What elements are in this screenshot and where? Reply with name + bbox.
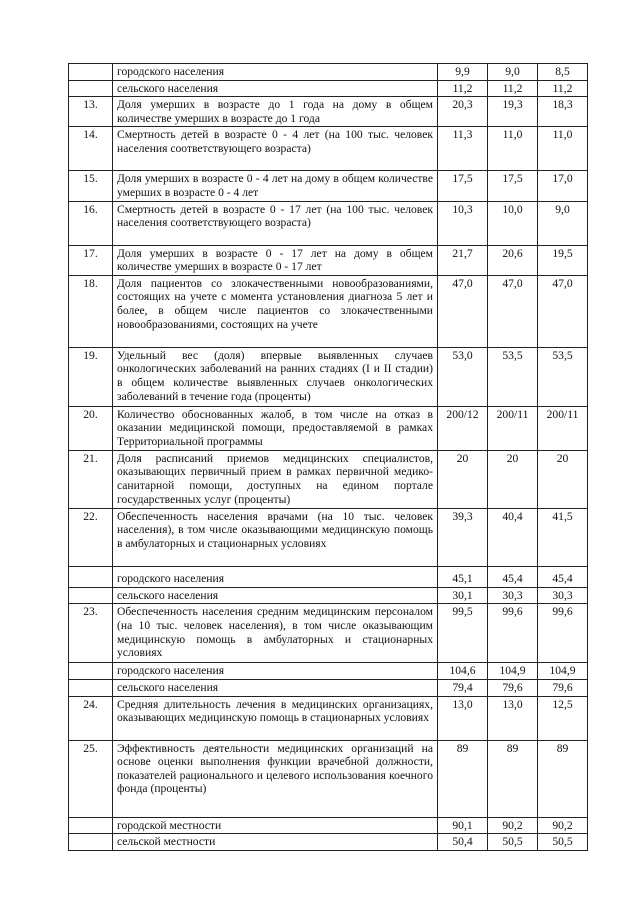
row-description: городской местности xyxy=(113,817,438,834)
row-value-3: 18,3 xyxy=(538,97,588,127)
row-value-3: 20 xyxy=(538,450,588,508)
row-value-2: 13,0 xyxy=(488,696,538,740)
row-value-3: 200/11 xyxy=(538,406,588,450)
row-value-1: 10,3 xyxy=(438,201,488,245)
row-value-2: 9,0 xyxy=(488,64,538,81)
row-value-2: 11,0 xyxy=(488,127,538,171)
row-value-1: 104,6 xyxy=(438,663,488,680)
row-value-2: 19,3 xyxy=(488,97,538,127)
row-value-2: 20 xyxy=(488,450,538,508)
row-value-3: 47,0 xyxy=(538,275,588,347)
table-row xyxy=(69,450,588,508)
row-description: сельского населения xyxy=(113,587,438,604)
row-number: 23. xyxy=(69,604,113,663)
row-value-1: 200/12 xyxy=(438,406,488,450)
row-value-1: 30,1 xyxy=(438,587,488,604)
row-value-1: 47,0 xyxy=(438,275,488,347)
row-description: Доля умерших в возрасте до 1 года на дому в общем количестве умерших в возрасте до 1 года xyxy=(113,97,438,127)
row-value-1: 11,2 xyxy=(438,80,488,97)
row-number: 22. xyxy=(69,508,113,566)
table-row xyxy=(69,679,588,696)
table-row xyxy=(69,834,588,851)
row-number xyxy=(69,663,113,680)
row-value-1: 99,5 xyxy=(438,604,488,663)
row-number xyxy=(69,817,113,834)
row-description: городского населения xyxy=(113,64,438,81)
table-row xyxy=(69,740,588,817)
row-number xyxy=(69,587,113,604)
row-number xyxy=(69,80,113,97)
row-value-1: 20,3 xyxy=(438,97,488,127)
row-description: Доля умерших в возрасте 0 - 17 лет на дому в общем количестве умерших в возрасте 0 - 17 лет xyxy=(113,245,438,275)
row-value-2: 200/11 xyxy=(488,406,538,450)
row-value-2: 20,6 xyxy=(488,245,538,275)
row-value-2: 50,5 xyxy=(488,834,538,851)
row-value-2: 104,9 xyxy=(488,663,538,680)
table-row xyxy=(69,201,588,245)
row-description: Эффективность деятельности медицинских организаций на основе оценки выполнения функции врачебной должности, показателей рационального и целевого использования коечного фонда (проценты) xyxy=(113,740,438,817)
row-value-3: 41,5 xyxy=(538,508,588,566)
indicators-table-body xyxy=(69,64,588,851)
row-number: 19. xyxy=(69,347,113,406)
row-description: сельского населения xyxy=(113,679,438,696)
row-value-1: 11,3 xyxy=(438,127,488,171)
row-value-3: 30,3 xyxy=(538,587,588,604)
table-row xyxy=(69,80,588,97)
row-number: 25. xyxy=(69,740,113,817)
row-value-2: 45,4 xyxy=(488,566,538,587)
row-description: Доля пациентов со злокачественными новообразованиями, состоящих на учете с момента установления диагноза 5 лет и более, в общем числе пациентов со злокачественными новообразованиями, состоящих на учете xyxy=(113,275,438,347)
row-number: 17. xyxy=(69,245,113,275)
row-value-1: 20 xyxy=(438,450,488,508)
row-number: 14. xyxy=(69,127,113,171)
row-number xyxy=(69,679,113,696)
row-description: Доля расписаний приемов медицинских специалистов, оказывающих первичный прием в рамках первичной медико-санитарной помощи, доступных на едином портале государственных услуг (проценты) xyxy=(113,450,438,508)
row-value-3: 11,0 xyxy=(538,127,588,171)
row-value-2: 53,5 xyxy=(488,347,538,406)
row-value-3: 99,6 xyxy=(538,604,588,663)
table-row xyxy=(69,663,588,680)
table-row xyxy=(69,604,588,663)
row-value-3: 53,5 xyxy=(538,347,588,406)
row-description: сельской местности xyxy=(113,834,438,851)
table-row xyxy=(69,696,588,740)
row-number: 24. xyxy=(69,696,113,740)
table-row xyxy=(69,275,588,347)
row-value-3: 8,5 xyxy=(538,64,588,81)
row-value-2: 40,4 xyxy=(488,508,538,566)
row-value-1: 17,5 xyxy=(438,171,488,201)
row-value-1: 45,1 xyxy=(438,566,488,587)
row-value-2: 99,6 xyxy=(488,604,538,663)
table-row xyxy=(69,566,588,587)
row-value-3: 17,0 xyxy=(538,171,588,201)
row-value-1: 9,9 xyxy=(438,64,488,81)
row-value-3: 50,5 xyxy=(538,834,588,851)
row-value-3: 89 xyxy=(538,740,588,817)
row-value-2: 79,6 xyxy=(488,679,538,696)
row-value-2: 89 xyxy=(488,740,538,817)
row-value-3: 79,6 xyxy=(538,679,588,696)
row-value-2: 90,2 xyxy=(488,817,538,834)
row-description: Смертность детей в возрасте 0 - 17 лет (на 100 тыс. человек населения соответствующего возраста) xyxy=(113,201,438,245)
table-row xyxy=(69,817,588,834)
row-number xyxy=(69,834,113,851)
row-value-3: 12,5 xyxy=(538,696,588,740)
row-description: Обеспеченность населения врачами (на 10 тыс. человек населения), в том числе оказывающими медицинскую помощь в амбулаторных и стационарных условиях xyxy=(113,508,438,566)
row-number: 15. xyxy=(69,171,113,201)
table-row xyxy=(69,508,588,566)
row-value-1: 53,0 xyxy=(438,347,488,406)
row-value-1: 21,7 xyxy=(438,245,488,275)
row-value-3: 9,0 xyxy=(538,201,588,245)
row-description: Смертность детей в возрасте 0 - 4 лет (на 100 тыс. человек населения соответствующего возраста) xyxy=(113,127,438,171)
row-value-1: 79,4 xyxy=(438,679,488,696)
row-description: Удельный вес (доля) впервые выявленных случаев онкологических заболеваний на ранних стадиях (I и II стадии) в общем количестве выявленных случаев онкологических заболеваний в течение года (проценты) xyxy=(113,347,438,406)
indicators-table xyxy=(68,63,588,851)
row-description: Обеспеченность населения средним медицинским персоналом (на 10 тыс. человек населения), в том числе оказывающим медицинскую помощь в амбулаторных и стационарных условиях xyxy=(113,604,438,663)
row-value-1: 50,4 xyxy=(438,834,488,851)
row-description: городского населения xyxy=(113,663,438,680)
table-row xyxy=(69,97,588,127)
row-number xyxy=(69,566,113,587)
row-value-2: 30,3 xyxy=(488,587,538,604)
row-value-3: 11,2 xyxy=(538,80,588,97)
row-number xyxy=(69,64,113,81)
row-value-1: 39,3 xyxy=(438,508,488,566)
row-description: сельского населения xyxy=(113,80,438,97)
row-number: 18. xyxy=(69,275,113,347)
row-number: 21. xyxy=(69,450,113,508)
table-row xyxy=(69,127,588,171)
table-row xyxy=(69,587,588,604)
row-value-1: 13,0 xyxy=(438,696,488,740)
row-number: 13. xyxy=(69,97,113,127)
row-description: Количество обоснованных жалоб, в том числе на отказ в оказании медицинской помощи, предоставляемой в рамках Территориальной программы xyxy=(113,406,438,450)
row-value-1: 90,1 xyxy=(438,817,488,834)
row-value-3: 45,4 xyxy=(538,566,588,587)
table-row xyxy=(69,347,588,406)
row-number: 16. xyxy=(69,201,113,245)
table-row xyxy=(69,245,588,275)
row-number: 20. xyxy=(69,406,113,450)
row-value-2: 10,0 xyxy=(488,201,538,245)
table-row xyxy=(69,406,588,450)
row-description: городского населения xyxy=(113,566,438,587)
row-value-3: 19,5 xyxy=(538,245,588,275)
row-value-3: 90,2 xyxy=(538,817,588,834)
table-row xyxy=(69,64,588,81)
row-value-2: 47,0 xyxy=(488,275,538,347)
table-row xyxy=(69,171,588,201)
row-value-3: 104,9 xyxy=(538,663,588,680)
row-value-2: 17,5 xyxy=(488,171,538,201)
row-description: Средняя длительность лечения в медицинских организациях, оказывающих медицинскую помощь в стационарных условиях xyxy=(113,696,438,740)
row-value-1: 89 xyxy=(438,740,488,817)
row-value-2: 11,2 xyxy=(488,80,538,97)
row-description: Доля умерших в возрасте 0 - 4 лет на дому в общем количестве умерших в возрасте 0 - 4 лет xyxy=(113,171,438,201)
